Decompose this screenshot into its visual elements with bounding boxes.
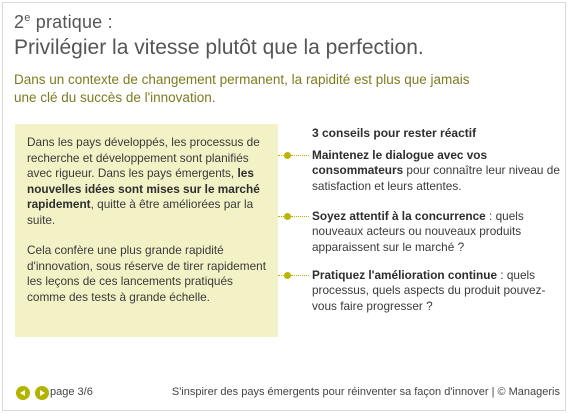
tip-item-1 [312, 148, 564, 194]
bullet-dot-1 [284, 152, 291, 159]
tip-title: Soyez attentif à la concurrence [312, 209, 486, 223]
pagination-nav [16, 386, 49, 400]
tip-item-2 [312, 209, 564, 255]
page-indicator: page 3/6 [50, 386, 93, 398]
page-title: Privilégier la vitesse plutôt que la perfection. [14, 36, 424, 59]
explanation-text-end: , quitte à être améliorées par la suite. [27, 197, 254, 227]
bullet-dot-3 [284, 272, 291, 279]
tip-title: Pratiquez l'amélioration continue [312, 268, 498, 282]
footer-credit: S'inspirer des pays émergents pour réinventer sa façon d'innover | © Manageris [171, 386, 560, 398]
practice-number: 2 [14, 12, 25, 32]
connector-tail-2 [291, 216, 309, 217]
explanation-paragraph-2: Cela confère une plus grande rapidité d'innovation, sous réserve de tirer rapidement les leçons de ces lancements pratiqués comme des tests à grande échelle. [27, 243, 266, 304]
tip-text: : quels processus, quels aspects du produit pouvez-vous faire progresser ? [312, 268, 546, 313]
arrow-left-icon[interactable] [16, 386, 30, 400]
tip-title: Maintenez le dialogue avec vos consommateurs [312, 148, 488, 178]
bullet-dot-2 [284, 213, 291, 220]
practice-suffix: e [24, 12, 31, 24]
explanation-paragraph-1 [27, 135, 266, 228]
connector-tail-3 [291, 275, 309, 276]
tip-text: : quels nouveaux acteurs ou nouveaux produits apparaissent sur le marché ? [312, 209, 524, 254]
tip-item-3 [312, 268, 564, 314]
connector-tail-1 [291, 155, 309, 156]
arrow-right-icon[interactable] [35, 386, 49, 400]
explanation-highlight: les nouvelles idées sont mises sur le marché rapidement [27, 166, 260, 211]
explanation-box [15, 124, 278, 337]
page-subtitle: Dans un contexte de changement permanent, la rapidité est plus que jamais une clé du succès de l'innovation. [14, 72, 470, 105]
tip-text: pour connaître leur niveau de satisfaction et leurs attentes. [312, 163, 560, 193]
practice-label [14, 12, 113, 33]
explanation-text: Dans les pays développés, les processus de recherche et développement sont planifiés avec rigueur. Dans les pays émergents, [27, 135, 260, 180]
practice-word: pratique : [30, 12, 113, 32]
tips-heading: 3 conseils pour rester réactif [312, 126, 477, 140]
